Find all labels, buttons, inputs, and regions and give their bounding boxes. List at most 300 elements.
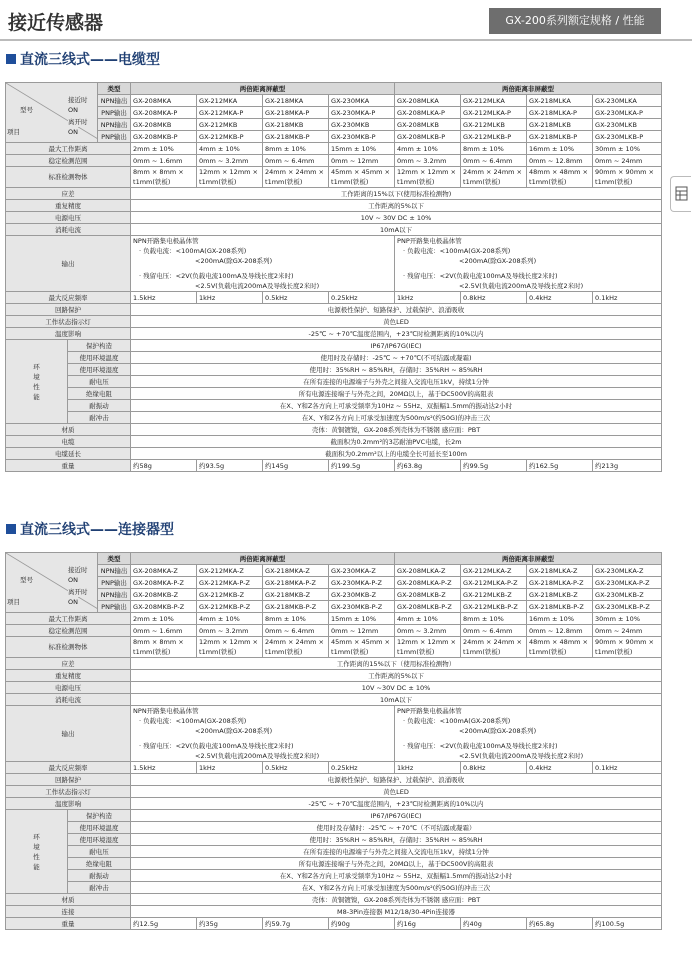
model-number: GX-218MLKB [527,119,593,131]
weight: 约35g [197,918,263,930]
output-type-label: NPN输出 [98,95,131,107]
max-response: 1kHz [197,292,263,304]
std-object-line2: t1mm(铁板) [265,178,303,186]
std-object [461,637,527,658]
output-type-label: PNP输出 [98,107,131,119]
output-line: <200mA(除GX-208系列) [195,727,273,735]
std-object [263,637,329,658]
model-number: GX-230MLKA-P-Z [593,577,662,589]
on-away-label: 离开时 [68,118,88,126]
model-label: 型号 [20,106,33,114]
max-response: 1kHz [395,292,461,304]
model-number: GX-230MLKA-P [593,107,662,119]
max-distance: 4mm ± 10% [395,143,461,155]
table-row [6,906,662,918]
stable-range: 0mm ~ 1.6mm [131,625,197,637]
table-row [6,95,662,107]
table-row [6,706,662,762]
table-row [6,694,662,706]
stable-range: 0mm ~ 6.4mm [461,625,527,637]
weight-label: 重量 [6,460,131,472]
model-number: GX-208MLKB-P-Z [395,601,461,613]
table-row [6,682,662,694]
env-ip-value: IP67/IP67G(IEC) [131,340,662,352]
section-title-text: 直流三线式——连接器型 [20,522,174,538]
table-row [6,870,662,882]
std-object-line1: 24mm × 24mm × [265,168,324,176]
weight: 约90g [329,918,395,930]
env-insulation-label: 绝缘电阻 [68,858,131,870]
max-response: 1.5kHz [131,762,197,774]
section-title-text: 直流三线式——电缆型 [20,52,160,68]
model-number: GX-208MKB-Z [131,589,197,601]
max-response: 0.8kHz [461,762,527,774]
output-type-label: NPN输出 [98,119,131,131]
stable-range: 0mm ~ 6.4mm [263,155,329,167]
model-number: GX-230MLKB [593,119,662,131]
stable-range: 0mm ~ 3.2mm [395,155,461,167]
output-line: · 负载电流：<100mA(GX-208系列) [139,247,247,255]
temp-effect-value: -25℃ ~ +70℃温度范围内，+23℃时检测距离的10%以内 [131,328,662,340]
model-number: GX-208MKA [131,95,197,107]
std-object-line2: t1mm(铁板) [265,648,303,656]
current-label: 消耗电流 [6,694,131,706]
stable-range: 0mm ~ 6.4mm [461,155,527,167]
corner-diagonal [6,83,98,139]
protection-label: 回路保护 [6,774,131,786]
std-object [395,637,461,658]
env-label-char: 性 [33,382,40,391]
supply-voltage-label: 电源电压 [6,682,131,694]
std-object-line2: t1mm(铁板) [331,648,369,656]
std-object [329,167,395,188]
table-row [6,412,662,424]
connection-value: M8-3Pin连接器 M12/18/30-4Pin连接器 [131,906,662,918]
std-object [329,637,395,658]
section-marker [6,524,16,534]
std-object-label: 标准检测物体 [6,637,131,658]
model-number: GX-218MKB-P [263,131,329,143]
std-object-line2: t1mm(铁板) [529,648,567,656]
repeatability-label: 重复精度 [6,670,131,682]
shielded-group-header: 两倍距离屏蔽型 [131,83,395,95]
std-object-label: 标准检测物体 [6,167,131,188]
side-panel-toggle[interactable] [670,176,691,212]
max-distance: 2mm ± 10% [131,613,197,625]
weight: 约213g [593,460,662,472]
std-object-line2: t1mm(铁板) [595,178,633,186]
table-row [6,167,662,188]
material-label: 材质 [6,894,131,906]
env-shock-label: 耐冲击 [68,412,131,424]
std-object [197,637,263,658]
max-distance: 16mm ± 10% [527,613,593,625]
model-number: GX-208MKA-P [131,107,197,119]
model-number: GX-208MKA-P-Z [131,577,197,589]
npn-output-spec [131,236,395,292]
table-row [6,436,662,448]
weight: 约12.5g [131,918,197,930]
model-number: GX-208MLKB-P [395,131,461,143]
model-number: GX-208MKA-Z [131,565,197,577]
max-response: 1kHz [395,762,461,774]
weight: 约59.7g [263,918,329,930]
on-close-label: 接近时 [68,96,88,104]
connection-label: 连接 [6,906,131,918]
material-value: 壳体：黄铜镀镍，GX-208系列壳体为不锈钢 感应面：PBT [131,894,662,906]
output-type-label: NPN输出 [98,589,131,601]
cable-value: 截面积为0.2mm²的3芯耐油PVC电缆，长2m [131,436,662,448]
output-line: · 残留电压：<2V(负载电流100mA及导线长度2米时) [139,742,294,750]
env-performance-label [6,810,68,894]
cable-label: 电缆 [6,436,131,448]
std-object-line2: t1mm(铁板) [463,648,501,656]
weight: 约100.5g [593,918,662,930]
env-op_temp-value: 使用时及存储时：-25℃ ~ +70℃(不可结露或凝霜) [131,352,662,364]
env-op_temp-value: 使用时及存储时：-25℃ ~ +70℃（不可结露或凝霜） [131,822,662,834]
pnp-output-spec [395,706,662,762]
stable-range-label: 稳定检测范围 [6,625,131,637]
max-response: 0.8kHz [461,292,527,304]
hysteresis-label: 应差 [6,188,131,200]
table-row [6,376,662,388]
stable-range: 0mm ~ 12mm [329,625,395,637]
table-row [6,553,662,565]
table-row [6,589,662,601]
table-row [6,119,662,131]
hysteresis-value: 工作距离的15%以下(使用标准检测物) [131,188,662,200]
env-ip-label: 保护构造 [68,810,131,822]
weight: 约162.5g [527,460,593,472]
max-response: 1kHz [197,762,263,774]
supply-voltage-label: 电源电压 [6,212,131,224]
std-object-line1: 24mm × 24mm × [463,638,522,646]
table-row [6,565,662,577]
std-object [131,167,197,188]
cable-extension-label: 电缆延长 [6,448,131,460]
model-number: GX-212MKB-P-Z [197,601,263,613]
std-object-line2: t1mm(铁板) [199,178,237,186]
pnp-output-spec [395,236,662,292]
temp-effect-value: -25℃ ~ +70℃温度范围内，+23℃时检测距离的10%以内 [131,798,662,810]
table-row [6,304,662,316]
env-label-char: 能 [33,392,40,401]
weight: 约58g [131,460,197,472]
table-row [6,882,662,894]
current-label: 消耗电流 [6,224,131,236]
table-row [6,448,662,460]
std-object [131,637,197,658]
env-op_humidity-label: 使用环境湿度 [68,834,131,846]
output-line: · 负载电流：<100mA(GX-208系列) [403,717,511,725]
max-distance: 8mm ± 10% [263,613,329,625]
on-label: ON [68,576,78,584]
output-line: NPN开路集电极晶体管 [133,237,199,245]
table-row [6,155,662,167]
table-row [6,918,662,930]
max-distance: 4mm ± 10% [197,143,263,155]
table-row [6,798,662,810]
stable-range-label: 稳定检测范围 [6,155,131,167]
table-row [6,83,662,95]
indicator-label: 工作状态指示灯 [6,786,131,798]
std-object-line1: 24mm × 24mm × [463,168,522,176]
std-object-line2: t1mm(铁板) [331,178,369,186]
model-number: GX-208MLKA [395,95,461,107]
shielded-group-header: 两倍距离屏蔽型 [131,553,395,565]
output-line: <200mA(除GX-208系列) [195,257,273,265]
max-response: 1.5kHz [131,292,197,304]
table-row [6,858,662,870]
table-row [6,625,662,637]
table-row [6,637,662,658]
output-line: · 负载电流：<100mA(GX-208系列) [139,717,247,725]
model-number: GX-230MLKB-P [593,131,662,143]
env-withstand-value: 在所有连接的电源端子与外壳之间接入交流电压1kV，持续1分钟 [131,376,662,388]
std-object-line1: 48mm × 48mm × [529,168,588,176]
env-op_humidity-value: 使用时：35%RH ~ 85%RH，存储时：35%RH ~ 85%RH [131,834,662,846]
env-op_temp-label: 使用环境温度 [68,352,131,364]
std-object [527,637,593,658]
model-number: GX-230MKB [329,119,395,131]
table-row [6,786,662,798]
max-distance: 30mm ± 10% [593,613,662,625]
env-shock-value: 在X、Y和Z各方向上可承受加速度为500m/s²(约50G)的冲击三次 [131,882,662,894]
repeatability-label: 重复精度 [6,200,131,212]
output-line: PNP开路集电极晶体管 [397,707,462,715]
env-label-char: 能 [33,862,40,871]
std-object [593,637,662,658]
env-performance-label [6,340,68,424]
max-response: 0.1kHz [593,292,662,304]
weight: 约16g [395,918,461,930]
model-number: GX-218MLKB-P-Z [527,601,593,613]
section-marker [6,54,16,64]
type-header: 类型 [98,83,131,95]
table-row [6,107,662,119]
max-distance: 8mm ± 10% [263,143,329,155]
max-distance: 4mm ± 10% [395,613,461,625]
model-number: GX-208MKB [131,119,197,131]
on-away-label: 离开时 [68,588,88,596]
std-object-line1: 45mm × 45mm × [331,168,390,176]
stable-range: 0mm ~ 3.2mm [197,625,263,637]
type-header: 类型 [98,553,131,565]
output-line: PNP开路集电极晶体管 [397,237,462,245]
temp-effect-label: 温度影响 [6,798,131,810]
env-label-char: 环 [33,362,40,371]
env-op_humidity-value: 使用时：35%RH ~ 85%RH，存储时：35%RH ~ 85%RH [131,364,662,376]
supply-voltage-value: 10V ~30V DC ± 10% [131,682,662,694]
section-title-cable [6,49,160,69]
model-number: GX-230MKB-P-Z [329,601,395,613]
table-row [6,400,662,412]
model-number: GX-212MLKB [461,119,527,131]
std-object-line2: t1mm(铁板) [133,178,171,186]
stable-range: 0mm ~ 6.4mm [263,625,329,637]
indicator-value: 黄色LED [131,786,662,798]
env-withstand-label: 耐电压 [68,846,131,858]
model-number: GX-212MKA [197,95,263,107]
current-value: 10mA以下 [131,224,662,236]
corner-cell [6,83,98,143]
table-row [6,822,662,834]
env-shock-value: 在X、Y和Z各方向上可承受加速度为500m/s²(约50G)的冲击三次 [131,412,662,424]
model-number: GX-230MKA-P [329,107,395,119]
std-object [197,167,263,188]
table-row [6,292,662,304]
model-number: GX-218MKB-P-Z [263,601,329,613]
indicator-value: 黄色LED [131,316,662,328]
table-row [6,762,662,774]
stable-range: 0mm ~ 3.2mm [197,155,263,167]
std-object [527,167,593,188]
model-number: GX-218MLKA [527,95,593,107]
std-object-line2: t1mm(铁板) [463,178,501,186]
model-number: GX-208MLKA-P-Z [395,577,461,589]
material-value: 壳体：黄铜镀镍，GX-208系列壳体为不锈钢 感应面：PBT [131,424,662,436]
table-icon [671,177,691,211]
item-label: 项目 [7,598,20,606]
env-insulation-label: 绝缘电阻 [68,388,131,400]
env-vibration-label: 耐振动 [68,870,131,882]
stable-range: 0mm ~ 24mm [593,155,662,167]
model-number: GX-212MKA-P-Z [197,577,263,589]
max-response: 0.1kHz [593,762,662,774]
section-title-connector [6,519,174,539]
env-label-char: 环 [33,832,40,841]
model-number: GX-212MLKA-P-Z [461,577,527,589]
std-object-line1: 48mm × 48mm × [529,638,588,646]
max-distance: 8mm ± 10% [461,143,527,155]
model-number: GX-218MLKA-P-Z [527,577,593,589]
protection-label: 回路保护 [6,304,131,316]
weight: 约145g [263,460,329,472]
weight: 约65.8g [527,918,593,930]
model-number: GX-230MLKB-Z [593,589,662,601]
max-distance: 15mm ± 10% [329,143,395,155]
max-response: 0.5kHz [263,762,329,774]
model-number: GX-218MKA-P [263,107,329,119]
output-label: 输出 [6,706,131,762]
model-number: GX-212MLKA-Z [461,565,527,577]
on-label: ON [68,598,78,606]
corner-diagonal [6,553,98,609]
stable-range: 0mm ~ 12mm [329,155,395,167]
env-op_humidity-label: 使用环境湿度 [68,364,131,376]
cable-spec-table [5,82,662,472]
env-vibration-value: 在X、Y和Z各方向上可承受频率为10Hz ~ 55Hz、双振幅1.5mm的振动达2小时 [131,400,662,412]
env-insulation-value: 所有电源连接端子与外壳之间，20MΩ以上，基于DC500V的高阻表 [131,388,662,400]
model-number: GX-218MLKA-P [527,107,593,119]
table-row [6,810,662,822]
model-number: GX-212MKA-Z [197,565,263,577]
max-response: 0.4kHz [527,762,593,774]
model-number: GX-230MKA [329,95,395,107]
std-object-line1: 12mm × 12mm × [397,638,456,646]
max-response: 0.4kHz [527,292,593,304]
table-row [6,316,662,328]
current-value: 10mA以下 [131,694,662,706]
model-number: GX-230MKB-Z [329,589,395,601]
model-number: GX-218MKA-P-Z [263,577,329,589]
header-divider [0,39,692,41]
model-number: GX-218MLKA-Z [527,565,593,577]
indicator-label: 工作状态指示灯 [6,316,131,328]
env-vibration-label: 耐振动 [68,400,131,412]
stable-range: 0mm ~ 24mm [593,625,662,637]
cable-extension-value: 截面积为0.2mm²以上的电缆全长可延长至100m [131,448,662,460]
table-row [6,846,662,858]
table-row [6,424,662,436]
material-label: 材质 [6,424,131,436]
output-type-label: NPN输出 [98,565,131,577]
max-distance: 2mm ± 10% [131,143,197,155]
hysteresis-label: 应差 [6,658,131,670]
corner-cell [6,553,98,613]
model-number: GX-218MLKB-Z [527,589,593,601]
unshielded-group-header: 两倍距离非屏蔽型 [395,553,662,565]
weight: 约199.5g [329,460,395,472]
weight: 约93.5g [197,460,263,472]
output-line: NPN开路集电极晶体管 [133,707,199,715]
model-number: GX-230MLKB-P-Z [593,601,662,613]
max-response-label: 最大反应频率 [6,292,131,304]
output-line: · 残留电压：<2V(负载电流100mA及导线长度2米时) [403,272,558,280]
output-line: <200mA(除GX-208系列) [459,727,537,735]
max-response: 0.25kHz [329,762,395,774]
table-row [6,340,662,352]
model-number: GX-212MLKB-P [461,131,527,143]
model-number: GX-230MKA-Z [329,565,395,577]
temp-effect-label: 温度影响 [6,328,131,340]
output-label: 输出 [6,236,131,292]
max-response: 0.5kHz [263,292,329,304]
output-type-label: PNP输出 [98,601,131,613]
output-line: <2.5V(负载电流200mA及导线长度2米时) [195,752,320,760]
output-line: · 负载电流：<100mA(GX-208系列) [403,247,511,255]
stable-range: 0mm ~ 12.8mm [527,625,593,637]
table-row [6,212,662,224]
table-row [6,200,662,212]
table-row [6,143,662,155]
env-shock-label: 耐冲击 [68,882,131,894]
weight: 约40g [461,918,527,930]
model-number: GX-218MLKB-P [527,131,593,143]
max-distance-label: 最大工作距离 [6,143,131,155]
stable-range: 0mm ~ 3.2mm [395,625,461,637]
std-object-line2: t1mm(铁板) [397,178,435,186]
model-number: GX-208MKB-P-Z [131,601,197,613]
env-label-char: 境 [33,842,40,851]
table-row [6,328,662,340]
output-line: <2.5V(负载电流200mA及导线长度2米时) [459,282,584,290]
table-row [6,388,662,400]
std-object [461,167,527,188]
table-row [6,894,662,906]
model-number: GX-230MKB-P [329,131,395,143]
std-object-line1: 8mm × 8mm × [133,168,184,176]
table-row [6,352,662,364]
std-object-line1: 90mm × 90mm × [595,168,654,176]
std-object [263,167,329,188]
env-label-char: 性 [33,852,40,861]
output-line: · 残留电压：<2V(负载电流100mA及导线长度2米时) [403,742,558,750]
table-row [6,601,662,613]
env-vibration-value: 在X、Y和Z各方向上可承受频率为10Hz ~ 55Hz、双振幅1.5mm的振动达2小时 [131,870,662,882]
std-object-line2: t1mm(铁板) [199,648,237,656]
env-withstand-value: 在所有连接的电源端子与外壳之间接入交流电压1kV，持续1分钟 [131,846,662,858]
